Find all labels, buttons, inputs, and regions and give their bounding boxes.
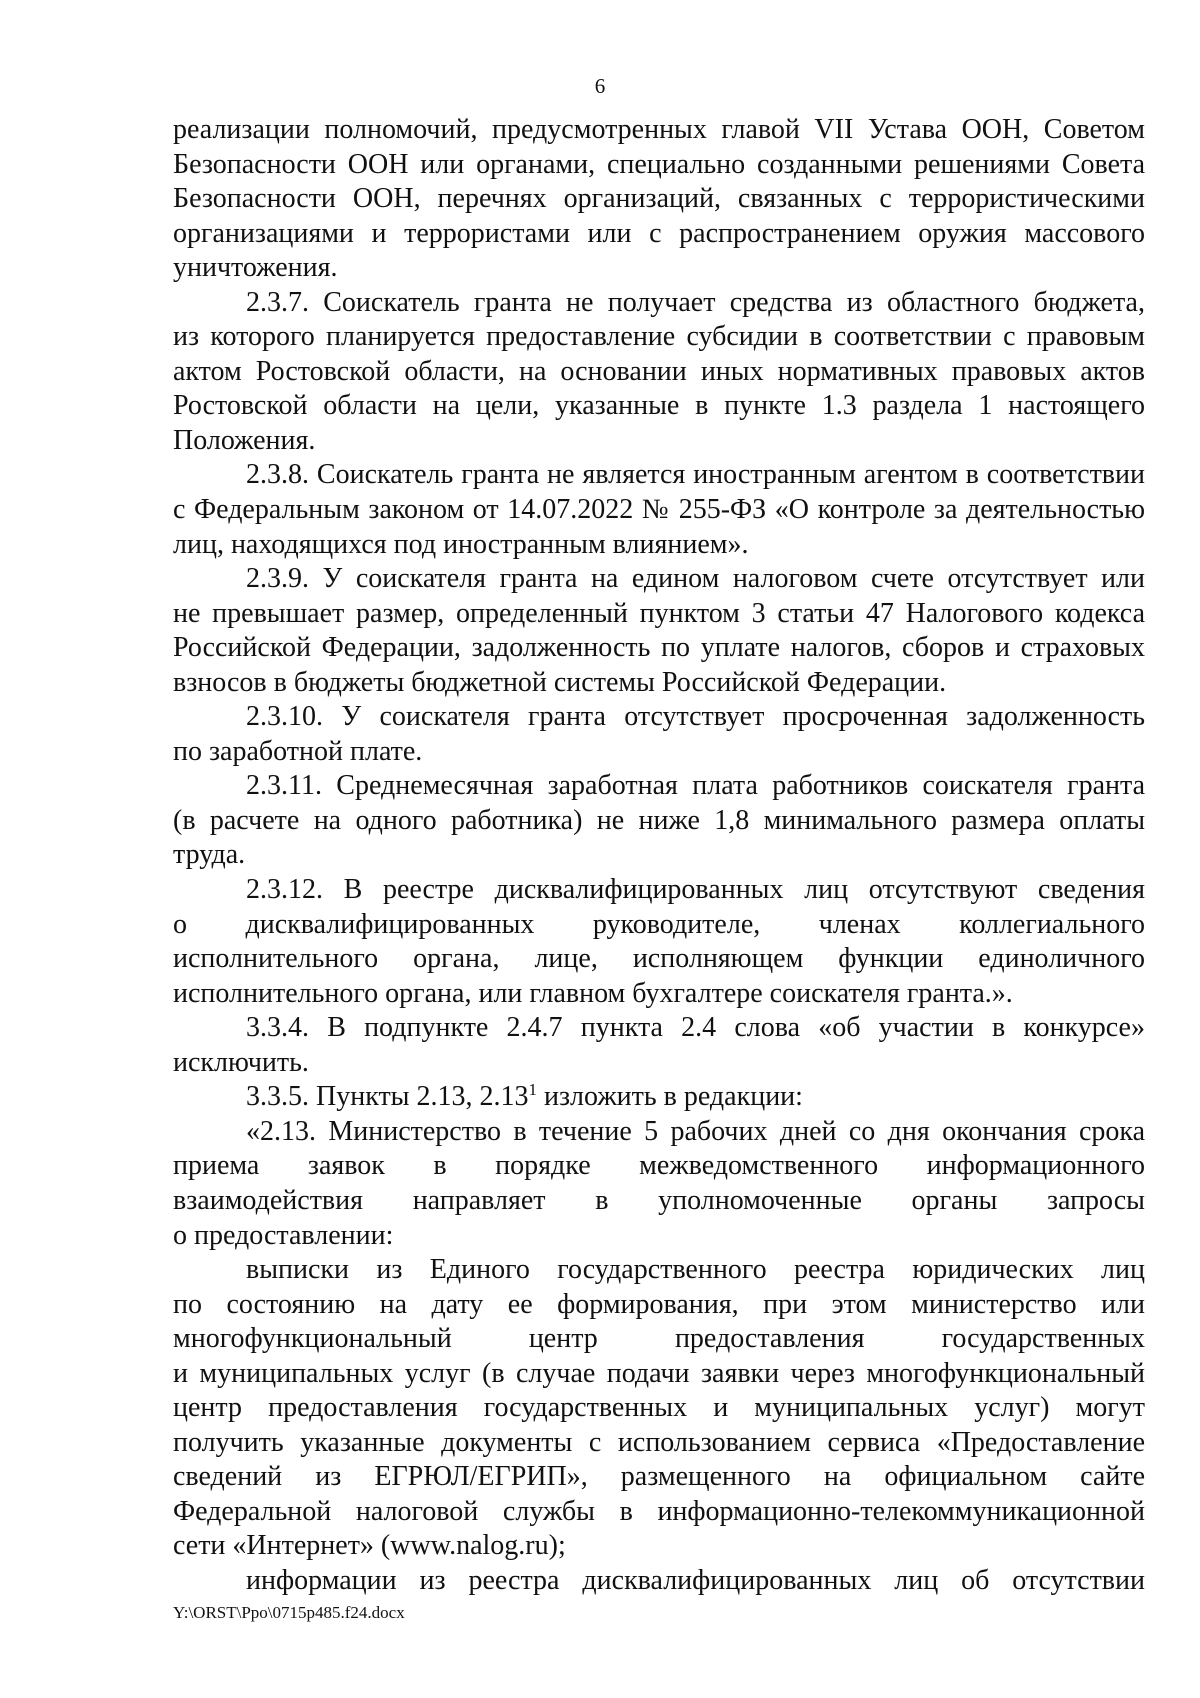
text-line: информации из реестра дисквалифицированных лиц об отсутствии	[246, 1564, 1145, 1596]
text-line: и муниципальных услуг (в случае подачи заявки через многофункциональный	[173, 1357, 1145, 1389]
text-line: (в расчете на одного работника) не ниже 1,8 минимального размера оплаты	[173, 804, 1145, 836]
text-line: с Федеральным законом от 14.07.2022 № 255-ФЗ «О контроле за деятельностью	[173, 494, 1145, 526]
text-line: Положения.	[173, 424, 316, 456]
text-line	[173, 1080, 1145, 1115]
text-line: приема заявок в порядке межведомственного информационного	[173, 1150, 1145, 1182]
text-line: исполнительного органа, или главном бухгалтере соискателя гранта.».	[173, 977, 1013, 1009]
text-line: лиц, находящихся под иностранным влиянием».	[173, 528, 749, 560]
text-line: 2.3.12. В реестре дисквалифицированных лиц отсутствуют сведения	[246, 874, 1145, 906]
text-line: исполнительного органа, лице, исполняющем функции единоличного	[173, 943, 1145, 975]
text-line: не превышает размер, определенный пунктом 3 статьи 47 Налогового кодекса	[173, 597, 1145, 629]
text-line: 2.3.10. У соискателя гранта отсутствует просроченная задолженность	[246, 701, 1145, 733]
document-body	[173, 113, 1145, 1599]
text-line: Безопасности ООН, перечнях организаций, связанных с террористическими	[173, 183, 1145, 215]
text-line: 2.3.11. Среднемесячная заработная плата работников соискателя гранта	[246, 770, 1145, 802]
text-line: сети «Интернет» (www.nalog.ru);	[173, 1530, 566, 1562]
text-line: по заработной плате.	[173, 735, 423, 767]
text-line-part: изложить в редакции:	[537, 1081, 803, 1113]
text-line: сведений из ЕГРЮЛ/ЕГРИП», размещенного на официальном сайте	[173, 1461, 1145, 1493]
text-line: исключить.	[173, 1046, 309, 1078]
text-line: Федеральной налоговой службы в информационно-телекоммуникационной	[173, 1495, 1145, 1527]
text-line: труда.	[173, 839, 246, 871]
text-line: по состоянию на дату ее формирования, при этом министерство или	[173, 1288, 1145, 1320]
text-line: взаимодействия направляет в уполномоченные органы запросы	[173, 1184, 1145, 1216]
text-line: 2.3.8. Соискатель гранта не является иностранным агентом в соответствии	[246, 459, 1145, 491]
text-line: актом Ростовской области, на основании иных нормативных правовых актов	[173, 355, 1145, 387]
text-line: Ростовской области на цели, указанные в пункте 1.3 раздела 1 настоящего	[173, 390, 1145, 422]
text-line: уничтожения.	[173, 252, 338, 284]
text-line: получить указанные документы с использованием сервиса «Предоставление	[173, 1426, 1145, 1458]
text-line: реализации полномочий, предусмотренных главой VII Устава ООН, Советом	[173, 114, 1145, 145]
text-line: 2.3.9. У соискателя гранта на едином налоговом счете отсутствует или	[246, 563, 1145, 595]
text-line: многофункциональный центр предоставления государственных	[173, 1323, 1145, 1355]
text-line: взносов в бюджеты бюджетной системы Российской Федерации.	[173, 666, 947, 698]
text-line: выписки из Единого государственного реестра юридических лиц	[246, 1254, 1145, 1286]
text-line: Безопасности ООН или органами, специально созданными решениями Совета	[173, 148, 1145, 180]
text-line: из которого планируется предоставление субсидии в соответствии с правовым	[173, 321, 1145, 353]
footer-file-path: Y:\ORST\Ppo\0715p485.f24.docx	[173, 1603, 405, 1622]
page-number: 6	[594, 74, 606, 98]
text-line: центр предоставления государственных и муниципальных услуг) могут	[173, 1392, 1145, 1424]
text-line: организациями и террористами или с распространением оружия массового	[173, 217, 1145, 249]
text-line: «2.13. Министерство в течение 5 рабочих дней со дня окончания срока	[246, 1115, 1145, 1147]
text-line: 2.3.7. Соискатель гранта не получает средства из областного бюджета,	[246, 286, 1145, 318]
text-line: о предоставлении:	[173, 1219, 394, 1251]
superscript: 1	[528, 1080, 537, 1100]
text-line: Российской Федерации, задолженность по уплате налогов, сборов и страховых	[173, 632, 1145, 664]
text-line-part: 3.3.5. Пункты 2.13, 2.13	[246, 1081, 529, 1113]
text-line: о дисквалифицированных руководителе, членах коллегиального	[173, 908, 1145, 940]
text-line: 3.3.4. В подпункте 2.4.7 пункта 2.4 слова «об участии в конкурсе»	[246, 1012, 1145, 1044]
